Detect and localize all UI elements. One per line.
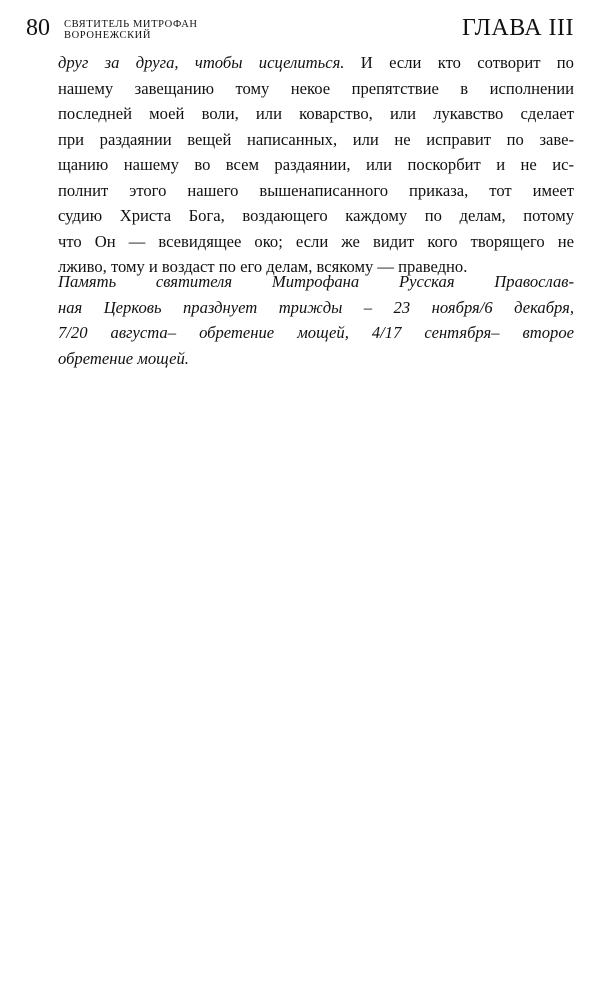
line-text: И если кто сотворит по	[344, 53, 574, 72]
paragraph-feast-days-note	[58, 269, 574, 371]
paragraph-line: обретение мощей.	[58, 348, 189, 368]
paragraph-line: последней моей воли, или коварство, или лукавство сделает	[58, 104, 574, 123]
paragraph-line: судию Христа Бога, воздающего каждому по делам, потому	[58, 206, 574, 225]
paragraph-line: полнит этого нашего вышенаписанного приказа, тот имеет	[58, 180, 574, 200]
paragraph-line: лживо, тому и воздаст по его делам, всякому — праведно.	[58, 257, 468, 276]
paragraph-line: Память святителя Митрофана Русская Православ-	[58, 272, 574, 291]
italic-phrase: друг за друга, чтобы исцелиться.	[58, 53, 345, 72]
book-title-line-2: ВОРОНЕЖСКИЙ	[64, 30, 152, 41]
running-header	[26, 10, 574, 46]
paragraph-line: при раздаянии вещей написанных, или не исправит по заве-	[58, 129, 574, 149]
paragraph-testament	[58, 50, 574, 280]
book-title	[64, 19, 198, 41]
paragraph-line	[58, 50, 574, 76]
page-number: 80	[26, 15, 50, 41]
paragraph-line: ная Церковь празднует трижды – 23 ноября/6 декабря,	[58, 297, 574, 317]
paragraph-line: что Он — всевидящее око; если же видит кого творящего не	[58, 231, 574, 251]
paragraph-line: 7/20 августа– обретение мощей, 4/17 сентября– второе	[58, 323, 574, 342]
book-title-line-1: СВЯТИТЕЛЬ МИТРОФАН	[64, 19, 198, 30]
paragraph-line: нашему завещанию тому некое препятствие в исполнении	[58, 78, 574, 98]
chapter-title: ГЛАВА III	[462, 15, 574, 41]
paragraph-line: щанию нашему во всем раздаянии, или поскорбит и не ис-	[58, 155, 574, 174]
